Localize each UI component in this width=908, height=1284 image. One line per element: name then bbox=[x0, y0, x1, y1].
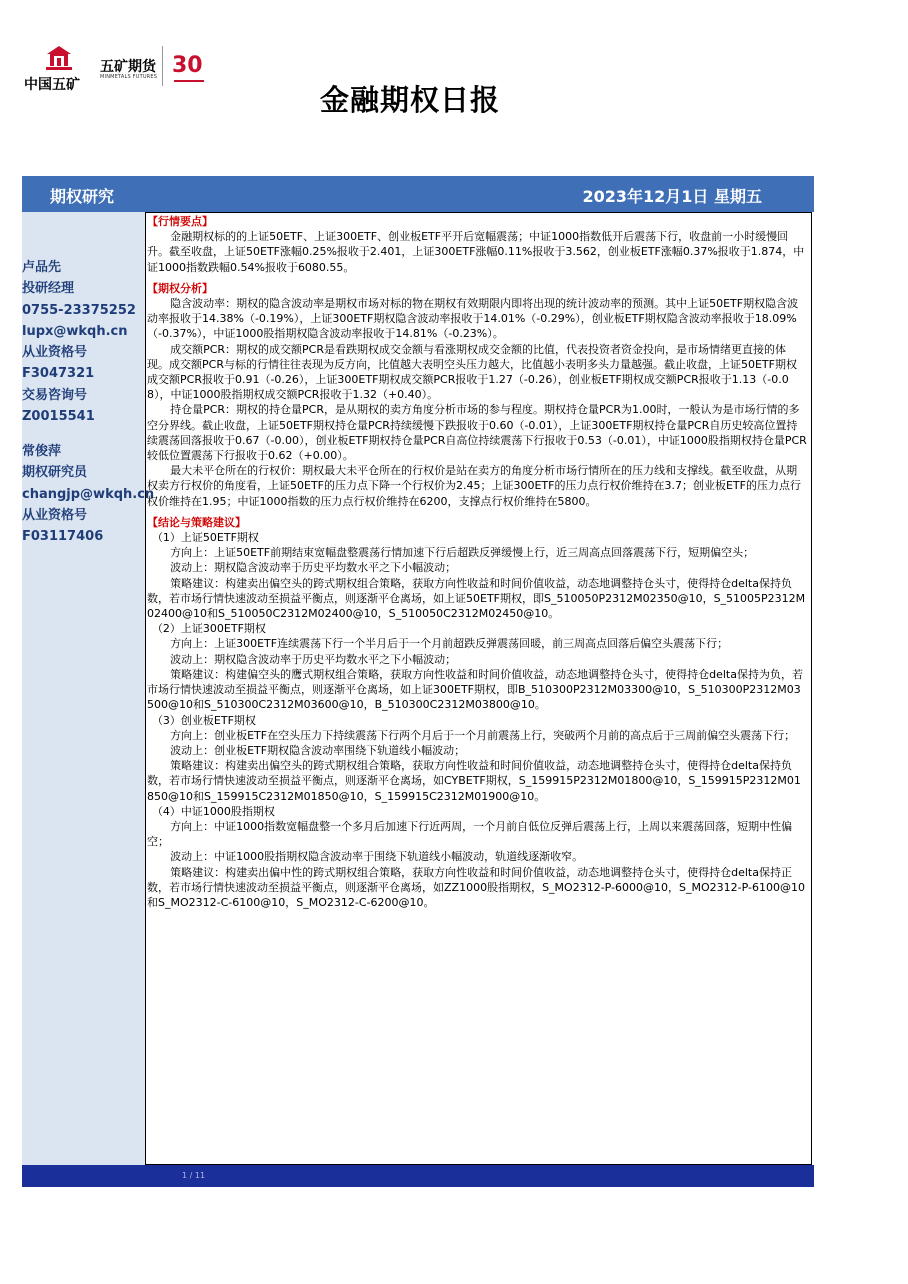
analyst-name: 常俊萍 bbox=[22, 444, 62, 459]
analyst-cert-label: 从业资格号 bbox=[22, 345, 88, 361]
analyst-cert-label: 从业资格号 bbox=[22, 507, 88, 523]
strategy-subheading: （2）上证300ETF期权 bbox=[151, 622, 266, 636]
analyst-phone: 0755-23375252 bbox=[22, 302, 136, 318]
page-number: 1 / 11 bbox=[182, 1171, 206, 1180]
analyst-card bbox=[22, 257, 136, 427]
minmetals-logo-text: 中国五矿 bbox=[24, 77, 80, 93]
strategy-suggestion: 策略建议：构建卖出偏空头的跨式期权组合策略，获取方向性收益和时间价值收益，动态地调整持仓头寸，使得持仓delta保持负数，若市场行情快速波动至损益平衡点，则逐渐平仓离场，如上证50ETF期权，即S_510050P2312M02350@10，S_51005P2312M02400@10和S_510050C2312M02400@10，S_510050C2312M02450@10。 bbox=[147, 576, 806, 621]
footer-bar bbox=[22, 1165, 814, 1187]
wkqh-logo-text: 五矿期货 bbox=[100, 59, 156, 75]
minmetals-emblem-icon bbox=[44, 44, 74, 72]
strategy-suggestion: 策略建议：构建卖出偏中性的跨式期权组合策略，获取方向性收益和时间价值收益，动态地调整持仓头寸，使得持仓delta保持正数，若市场行情快速波动至损益平衡点，则逐渐平仓离场，如ZZ1000股指期权，S_MO2312-P-6000@10，S_MO2312-P-6100@10和S_MO2312-C-6100@10，S_MO2312-C-6200@10。 bbox=[147, 865, 805, 909]
open-interest-pcr-paragraph: 持仓量PCR：期权的持仓量PCR，是从期权的卖方角度分析市场的参与程度。期权持仓量PCR为1.00时，一般认为是市场行情的多空分界线。截止收盘，上证50ETF期权持仓量PCR持续缓慢下跌报收于0.60（-0.01），上证300ETF期权持仓量PCR自历史较高位置持续震荡回落报收于0.67（-0.00），创业板ETF期权持仓量PCR自高位持续震荡下行报收于0.53（-0.01），中证1000股指期权持仓量PCR较低位置震荡下行报收于0.62（+0.00）。 bbox=[147, 403, 807, 463]
strategy-direction: 方向上：创业板ETF在空头压力下持续震荡下行两个月后于一个月前震荡上行，突破两个月前的高点后于三周前偏空头震荡下行； bbox=[170, 728, 796, 742]
strategy-suggestion: 策略建议：构建卖出偏空头的跨式期权组合策略，获取方向性收益和时间价值收益，动态地调整持仓头寸，使得持仓delta保持负数，若市场行情快速波动至损益平衡点，则逐渐平仓离场，如CYBETF期权，S_159915P2312M01800@10，S_159915P2312M01850@10和S_159915C2312M01850@10，S_159915C2312M01900@10。 bbox=[147, 759, 801, 803]
strategy-subheading: （3）创业板ETF期权 bbox=[151, 713, 256, 727]
section-label: 期权研究 bbox=[50, 187, 115, 206]
turnover-pcr-paragraph: 成交额PCR：期权的成交额PCR是看跌期权成交金额与看涨期权成交金额的比值，代表投资者资金投向，是市场情绪更直接的体现。成交额PCR与标的行情往往表现为反方向，比值越大表明空头压力越大，比值越小表明多头力量越强。截止收盘，上证50ETF期权成交额PCR报收于0.91（-0.26），上证300ETF期权成交额PCR报收于1.27（-0.26），创业板ETF期权成交额PCR报收于1.13（-0.08），中证1000股指期权成交额PCR报收于1.32（+0.40）。 bbox=[147, 342, 797, 402]
strategy-volatility: 波动上：创业板ETF期权隐含波动率围绕下轨道线小幅波动； bbox=[170, 743, 466, 757]
analyst-sidebar bbox=[22, 212, 155, 1165]
strategy-subheading: （4）中证1000股指期权 bbox=[151, 804, 275, 818]
strategy-volatility: 波动上：期权隐含波动率于历史平均数水平之下小幅波动； bbox=[170, 561, 457, 575]
strategy-direction: 方向上：上证300ETF连续震荡下行一个半月后于一个月前超跌反弹震荡回暖，前三周高点回落后偏空头震荡下行； bbox=[170, 637, 729, 651]
section-heading-strategy: 【结论与策略建议】 bbox=[147, 515, 246, 529]
market-summary-paragraph: 金融期权标的的上证50ETF、上证300ETF、创业板ETF平开后宽幅震荡；中证1000指数低开后震荡下行，收盘前一小时缓慢回升。截至收盘，上证50ETF涨幅0.25%报收于2.401，上证300ETF涨幅0.11%报收于3.562，创业板ETF涨幅0.37%报收于1.874，中证1000指数跌幅0.54%报收于6080.55。 bbox=[147, 230, 805, 274]
section-header-bar bbox=[22, 176, 814, 212]
analyst-consult-label: 交易咨询号 bbox=[22, 387, 88, 403]
analyst-email[interactable]: lupx@wkqh.cn bbox=[22, 323, 128, 339]
wkqh-logo-subtext: MINMETALS FUTURES bbox=[100, 74, 158, 80]
analyst-role: 期权研究员 bbox=[22, 465, 88, 481]
analyst-role: 投研经理 bbox=[22, 281, 75, 297]
max-open-interest-paragraph: 最大未平仓所在的行权价：期权最大未平仓所在的行权价是站在卖方的角度分析市场行情所在的压力线和支撑线。截至收盘，从期权卖方行权价的角度看，上证50ETF的压力点下降一个行权价为2.45；上证300ETF的压力点行权价维持在3.7；创业板ETF的压力点行权价维持在1.95；中证1000指数的压力点行权价维持在6200，支撑点行权价维持在5800。 bbox=[147, 464, 801, 508]
analyst-cert: F3047321 bbox=[22, 366, 95, 382]
report-content bbox=[147, 214, 807, 910]
analyst-card bbox=[22, 441, 154, 547]
document-title: 金融期权日报 bbox=[319, 83, 500, 117]
anniversary-number: 30 bbox=[172, 53, 203, 78]
strategy-direction: 方向上：上证50ETF前期结束宽幅盘整震荡行情加速下行后超跌反弹缓慢上行，近三周高点回落震荡下行，短期偏空头； bbox=[170, 546, 755, 560]
strategy-volatility: 波动上：中证1000股指期权隐含波动率于围绕下轨道线小幅波动，轨道线逐渐收窄。 bbox=[170, 850, 584, 864]
analyst-cert: F03117406 bbox=[22, 529, 104, 545]
analyst-email[interactable]: changjp@wkqh.cn bbox=[22, 486, 155, 502]
strategy-subheading: （1）上证50ETF期权 bbox=[151, 531, 259, 545]
strategy-suggestion: 策略建议：构建偏空头的鹰式期权组合策略，获取方向性收益和时间价值收益，动态地调整持仓头寸，使得持仓delta保持为负，若市场行情快速波动至损益平衡点，则逐渐平仓离场，如上证300ETF期权，即B_510300P2312M03300@10，S_510300P2312M03500@10和S_510300C2312M03600@10，B_510300C2312M03800@10。 bbox=[147, 667, 803, 712]
analyst-consult: Z0015541 bbox=[22, 409, 95, 425]
analyst-name: 卢品先 bbox=[22, 260, 62, 275]
strategy-volatility: 波动上：期权隐含波动率于历史平均数水平之下小幅波动； bbox=[170, 652, 457, 666]
section-heading-market: 【行情要点】 bbox=[147, 215, 213, 228]
strategy-direction: 方向上：中证1000指数宽幅盘整一个多月后加速下行近两周，一个月前自低位反弹后震荡上行，上周以来震荡回落，短期中性偏空； bbox=[147, 819, 793, 849]
section-heading-analysis: 【期权分析】 bbox=[147, 281, 213, 295]
report-date: 2023年12月1日 星期五 bbox=[582, 187, 762, 206]
implied-volatility-paragraph: 隐含波动率：期权的隐含波动率是期权市场对标的物在期权有效期限内即将出现的统计波动率的预测。其中上证50ETF期权隐含波动率报收于14.38%（-0.19%），上证300ETF期权隐含波动率报收于14.01%（-0.29%），创业板ETF期权隐含波动率报收于18.09%（-0.37%），中证1000股指期权隐含波动率报收于14.81%（-0.23%）。 bbox=[147, 297, 799, 341]
